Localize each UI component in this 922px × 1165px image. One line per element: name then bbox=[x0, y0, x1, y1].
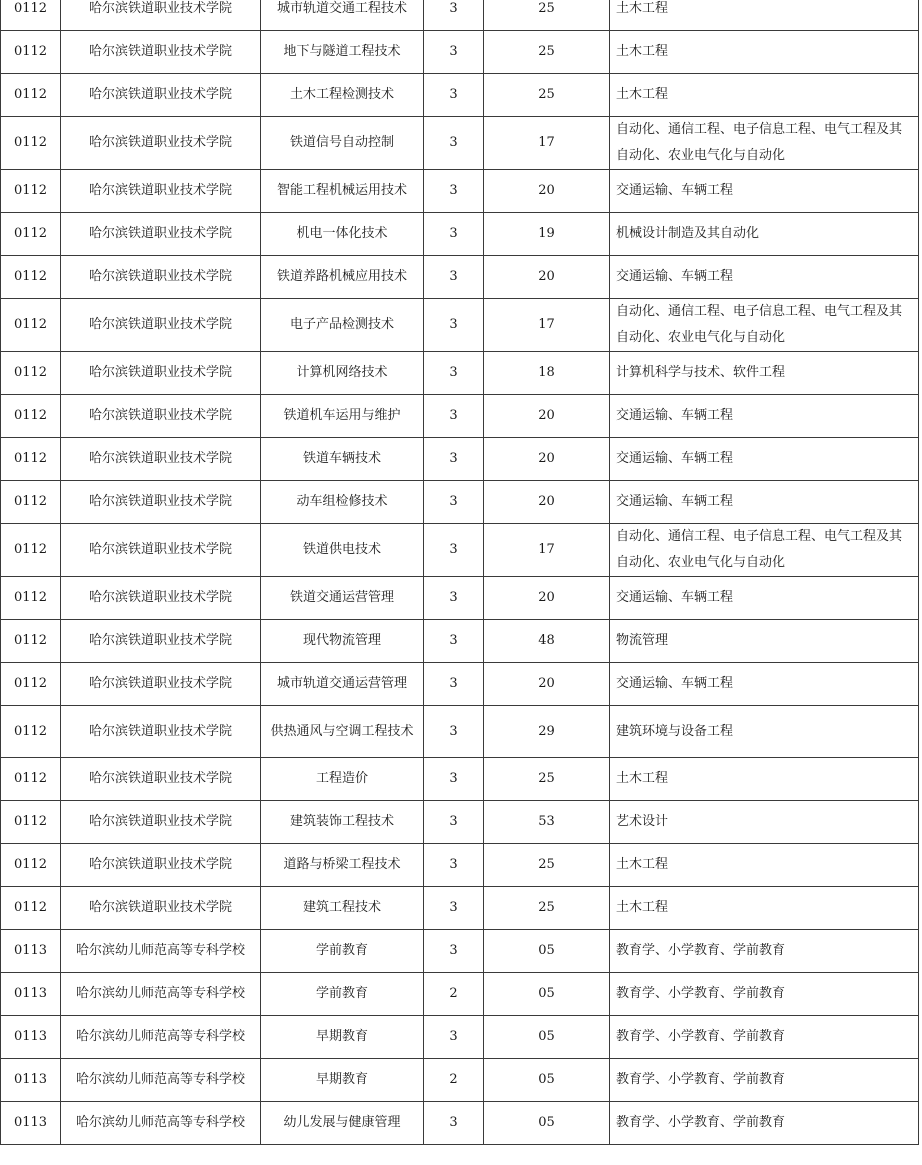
study-years-cell: 3 bbox=[424, 1016, 484, 1059]
undergraduate-major-requirement-cell: 艺术设计 bbox=[610, 801, 919, 844]
table-row bbox=[1, 256, 919, 299]
enrollment-quota-cell: 05 bbox=[484, 973, 610, 1016]
institution-code-cell: 0112 bbox=[1, 524, 61, 577]
undergraduate-major-requirement-cell: 土木工程 bbox=[610, 74, 919, 117]
study-years-cell: 3 bbox=[424, 256, 484, 299]
institution-name-cell: 哈尔滨铁道职业技术学院 bbox=[61, 31, 261, 74]
undergraduate-major-requirement-cell: 教育学、小学教育、学前教育 bbox=[610, 930, 919, 973]
major-name-cell: 动车组检修技术 bbox=[261, 481, 424, 524]
major-name-cell: 建筑工程技术 bbox=[261, 887, 424, 930]
table-row bbox=[1, 1059, 919, 1102]
undergraduate-major-requirement-cell: 交通运输、车辆工程 bbox=[610, 170, 919, 213]
study-years-cell: 3 bbox=[424, 706, 484, 758]
institution-code-cell: 0112 bbox=[1, 256, 61, 299]
institution-code-cell: 0113 bbox=[1, 930, 61, 973]
major-name-cell: 电子产品检测技术 bbox=[261, 299, 424, 352]
enrollment-quota-cell: 29 bbox=[484, 706, 610, 758]
study-years-cell: 3 bbox=[424, 299, 484, 352]
undergraduate-major-requirement-cell: 土木工程 bbox=[610, 887, 919, 930]
enrollment-quota-cell: 20 bbox=[484, 170, 610, 213]
major-name-cell: 早期教育 bbox=[261, 1016, 424, 1059]
institution-name-cell: 哈尔滨铁道职业技术学院 bbox=[61, 801, 261, 844]
table-row bbox=[1, 438, 919, 481]
institution-code-cell: 0112 bbox=[1, 663, 61, 706]
institution-name-cell: 哈尔滨铁道职业技术学院 bbox=[61, 663, 261, 706]
enrollment-quota-cell: 20 bbox=[484, 663, 610, 706]
institution-code-cell: 0112 bbox=[1, 844, 61, 887]
study-years-cell: 3 bbox=[424, 352, 484, 395]
table-row bbox=[1, 213, 919, 256]
institution-code-cell: 0113 bbox=[1, 973, 61, 1016]
enrollment-quota-cell: 25 bbox=[484, 74, 610, 117]
enrollment-quota-cell: 20 bbox=[484, 438, 610, 481]
undergraduate-major-requirement-cell: 自动化、通信工程、电子信息工程、电气工程及其自动化、农业电气化与自动化 bbox=[610, 117, 919, 170]
table-row bbox=[1, 481, 919, 524]
major-name-cell: 智能工程机械运用技术 bbox=[261, 170, 424, 213]
table-row bbox=[1, 395, 919, 438]
institution-name-cell: 哈尔滨铁道职业技术学院 bbox=[61, 844, 261, 887]
study-years-cell: 3 bbox=[424, 481, 484, 524]
undergraduate-major-requirement-cell: 交通运输、车辆工程 bbox=[610, 395, 919, 438]
institution-name-cell: 哈尔滨铁道职业技术学院 bbox=[61, 352, 261, 395]
institution-name-cell: 哈尔滨铁道职业技术学院 bbox=[61, 620, 261, 663]
major-name-cell: 地下与隧道工程技术 bbox=[261, 31, 424, 74]
institution-name-cell: 哈尔滨幼儿师范高等专科学校 bbox=[61, 1102, 261, 1145]
major-name-cell: 建筑装饰工程技术 bbox=[261, 801, 424, 844]
institution-code-cell: 0112 bbox=[1, 438, 61, 481]
major-name-cell: 计算机网络技术 bbox=[261, 352, 424, 395]
major-name-cell: 工程造价 bbox=[261, 758, 424, 801]
institution-code-cell: 0112 bbox=[1, 758, 61, 801]
table-row bbox=[1, 706, 919, 758]
institution-name-cell: 哈尔滨铁道职业技术学院 bbox=[61, 395, 261, 438]
major-name-cell: 铁道供电技术 bbox=[261, 524, 424, 577]
undergraduate-major-requirement-cell: 教育学、小学教育、学前教育 bbox=[610, 1059, 919, 1102]
institution-code-cell: 0113 bbox=[1, 1059, 61, 1102]
major-name-cell: 学前教育 bbox=[261, 930, 424, 973]
major-name-cell: 幼儿发展与健康管理 bbox=[261, 1102, 424, 1145]
undergraduate-major-requirement-cell: 自动化、通信工程、电子信息工程、电气工程及其自动化、农业电气化与自动化 bbox=[610, 299, 919, 352]
institution-name-cell: 哈尔滨铁道职业技术学院 bbox=[61, 758, 261, 801]
enrollment-quota-cell: 17 bbox=[484, 299, 610, 352]
table-body bbox=[1, 0, 919, 1145]
undergraduate-major-requirement-cell: 交通运输、车辆工程 bbox=[610, 256, 919, 299]
major-name-cell: 学前教育 bbox=[261, 973, 424, 1016]
institution-code-cell: 0112 bbox=[1, 352, 61, 395]
undergraduate-major-requirement-cell: 机械设计制造及其自动化 bbox=[610, 213, 919, 256]
institution-name-cell: 哈尔滨铁道职业技术学院 bbox=[61, 481, 261, 524]
study-years-cell: 3 bbox=[424, 577, 484, 620]
major-name-cell: 铁道交通运营管理 bbox=[261, 577, 424, 620]
institution-code-cell: 0112 bbox=[1, 887, 61, 930]
study-years-cell: 2 bbox=[424, 973, 484, 1016]
major-name-cell: 铁道信号自动控制 bbox=[261, 117, 424, 170]
undergraduate-major-requirement-cell: 教育学、小学教育、学前教育 bbox=[610, 1102, 919, 1145]
institution-name-cell: 哈尔滨铁道职业技术学院 bbox=[61, 299, 261, 352]
study-years-cell: 3 bbox=[424, 74, 484, 117]
enrollment-quota-cell: 05 bbox=[484, 930, 610, 973]
enrollment-quota-cell: 19 bbox=[484, 213, 610, 256]
enrollment-quota-cell: 20 bbox=[484, 577, 610, 620]
undergraduate-major-requirement-cell: 自动化、通信工程、电子信息工程、电气工程及其自动化、农业电气化与自动化 bbox=[610, 524, 919, 577]
enrollment-quota-cell: 25 bbox=[484, 844, 610, 887]
enrollment-quota-cell: 20 bbox=[484, 481, 610, 524]
major-name-cell: 城市轨道交通工程技术 bbox=[261, 0, 424, 31]
major-name-cell: 供热通风与空调工程技术 bbox=[261, 706, 424, 758]
institution-name-cell: 哈尔滨铁道职业技术学院 bbox=[61, 0, 261, 31]
undergraduate-major-requirement-cell: 教育学、小学教育、学前教育 bbox=[610, 973, 919, 1016]
enrollment-quota-cell: 25 bbox=[484, 0, 610, 31]
major-name-cell: 铁道车辆技术 bbox=[261, 438, 424, 481]
table-row bbox=[1, 577, 919, 620]
study-years-cell: 3 bbox=[424, 0, 484, 31]
institution-code-cell: 0112 bbox=[1, 31, 61, 74]
major-name-cell: 道路与桥梁工程技术 bbox=[261, 844, 424, 887]
table-row bbox=[1, 663, 919, 706]
institution-code-cell: 0112 bbox=[1, 74, 61, 117]
institution-name-cell: 哈尔滨幼儿师范高等专科学校 bbox=[61, 1059, 261, 1102]
undergraduate-major-requirement-cell: 教育学、小学教育、学前教育 bbox=[610, 1016, 919, 1059]
enrollment-quota-cell: 25 bbox=[484, 31, 610, 74]
table-row bbox=[1, 801, 919, 844]
undergraduate-major-requirement-cell: 土木工程 bbox=[610, 0, 919, 31]
major-name-cell: 铁道养路机械应用技术 bbox=[261, 256, 424, 299]
table-row bbox=[1, 117, 919, 170]
undergraduate-major-requirement-cell: 计算机科学与技术、软件工程 bbox=[610, 352, 919, 395]
table-row bbox=[1, 31, 919, 74]
undergraduate-major-requirement-cell: 土木工程 bbox=[610, 758, 919, 801]
major-name-cell: 机电一体化技术 bbox=[261, 213, 424, 256]
study-years-cell: 3 bbox=[424, 663, 484, 706]
study-years-cell: 3 bbox=[424, 31, 484, 74]
enrollment-quota-cell: 20 bbox=[484, 256, 610, 299]
major-name-cell: 早期教育 bbox=[261, 1059, 424, 1102]
study-years-cell: 3 bbox=[424, 117, 484, 170]
enrollment-quota-cell: 05 bbox=[484, 1059, 610, 1102]
institution-code-cell: 0112 bbox=[1, 170, 61, 213]
institution-name-cell: 哈尔滨铁道职业技术学院 bbox=[61, 577, 261, 620]
enrollment-quota-cell: 17 bbox=[484, 524, 610, 577]
enrollment-quota-cell: 17 bbox=[484, 117, 610, 170]
study-years-cell: 3 bbox=[424, 213, 484, 256]
enrollment-quota-cell: 18 bbox=[484, 352, 610, 395]
undergraduate-major-requirement-cell: 交通运输、车辆工程 bbox=[610, 481, 919, 524]
study-years-cell: 3 bbox=[424, 395, 484, 438]
institution-name-cell: 哈尔滨幼儿师范高等专科学校 bbox=[61, 1016, 261, 1059]
enrollment-quota-cell: 25 bbox=[484, 887, 610, 930]
institution-name-cell: 哈尔滨铁道职业技术学院 bbox=[61, 524, 261, 577]
enrollment-quota-cell: 20 bbox=[484, 395, 610, 438]
table-row bbox=[1, 0, 919, 31]
undergraduate-major-requirement-cell: 土木工程 bbox=[610, 844, 919, 887]
study-years-cell: 3 bbox=[424, 524, 484, 577]
institution-name-cell: 哈尔滨幼儿师范高等专科学校 bbox=[61, 930, 261, 973]
institution-code-cell: 0113 bbox=[1, 1102, 61, 1145]
undergraduate-major-requirement-cell: 交通运输、车辆工程 bbox=[610, 577, 919, 620]
major-name-cell: 现代物流管理 bbox=[261, 620, 424, 663]
study-years-cell: 3 bbox=[424, 930, 484, 973]
institution-code-cell: 0112 bbox=[1, 801, 61, 844]
study-years-cell: 3 bbox=[424, 170, 484, 213]
study-years-cell: 3 bbox=[424, 887, 484, 930]
institution-code-cell: 0112 bbox=[1, 395, 61, 438]
enrollment-quota-cell: 25 bbox=[484, 758, 610, 801]
enrollment-quota-cell: 48 bbox=[484, 620, 610, 663]
institution-name-cell: 哈尔滨铁道职业技术学院 bbox=[61, 117, 261, 170]
table-row bbox=[1, 299, 919, 352]
table-row bbox=[1, 170, 919, 213]
table-row bbox=[1, 973, 919, 1016]
study-years-cell: 3 bbox=[424, 844, 484, 887]
undergraduate-major-requirement-cell: 物流管理 bbox=[610, 620, 919, 663]
institution-name-cell: 哈尔滨铁道职业技术学院 bbox=[61, 256, 261, 299]
institution-name-cell: 哈尔滨铁道职业技术学院 bbox=[61, 887, 261, 930]
major-name-cell: 城市轨道交通运营管理 bbox=[261, 663, 424, 706]
major-name-cell: 铁道机车运用与维护 bbox=[261, 395, 424, 438]
table-row bbox=[1, 887, 919, 930]
table-row bbox=[1, 844, 919, 887]
table-row bbox=[1, 758, 919, 801]
institution-code-cell: 0112 bbox=[1, 577, 61, 620]
table-row bbox=[1, 74, 919, 117]
institution-code-cell: 0112 bbox=[1, 213, 61, 256]
institution-name-cell: 哈尔滨幼儿师范高等专科学校 bbox=[61, 973, 261, 1016]
institution-code-cell: 0112 bbox=[1, 706, 61, 758]
study-years-cell: 2 bbox=[424, 1059, 484, 1102]
undergraduate-major-requirement-cell: 交通运输、车辆工程 bbox=[610, 663, 919, 706]
table-row bbox=[1, 352, 919, 395]
institution-name-cell: 哈尔滨铁道职业技术学院 bbox=[61, 706, 261, 758]
table-row bbox=[1, 930, 919, 973]
institution-code-cell: 0113 bbox=[1, 1016, 61, 1059]
study-years-cell: 3 bbox=[424, 1102, 484, 1145]
institution-name-cell: 哈尔滨铁道职业技术学院 bbox=[61, 213, 261, 256]
institution-name-cell: 哈尔滨铁道职业技术学院 bbox=[61, 74, 261, 117]
major-name-cell: 土木工程检测技术 bbox=[261, 74, 424, 117]
institution-code-cell: 0112 bbox=[1, 620, 61, 663]
undergraduate-major-requirement-cell: 交通运输、车辆工程 bbox=[610, 438, 919, 481]
table-row bbox=[1, 1102, 919, 1145]
institution-name-cell: 哈尔滨铁道职业技术学院 bbox=[61, 438, 261, 481]
institution-code-cell: 0112 bbox=[1, 117, 61, 170]
enrollment-quota-cell: 05 bbox=[484, 1102, 610, 1145]
institution-code-cell: 0112 bbox=[1, 481, 61, 524]
study-years-cell: 3 bbox=[424, 620, 484, 663]
institution-code-cell: 0112 bbox=[1, 299, 61, 352]
study-years-cell: 3 bbox=[424, 758, 484, 801]
table-row bbox=[1, 620, 919, 663]
institution-name-cell: 哈尔滨铁道职业技术学院 bbox=[61, 170, 261, 213]
study-years-cell: 3 bbox=[424, 801, 484, 844]
study-years-cell: 3 bbox=[424, 438, 484, 481]
enrollment-quota-cell: 05 bbox=[484, 1016, 610, 1059]
table-row bbox=[1, 1016, 919, 1059]
table-row bbox=[1, 524, 919, 577]
enrollment-quota-cell: 53 bbox=[484, 801, 610, 844]
institution-code-cell: 0112 bbox=[1, 0, 61, 31]
undergraduate-major-requirement-cell: 土木工程 bbox=[610, 31, 919, 74]
undergraduate-major-requirement-cell: 建筑环境与设备工程 bbox=[610, 706, 919, 758]
